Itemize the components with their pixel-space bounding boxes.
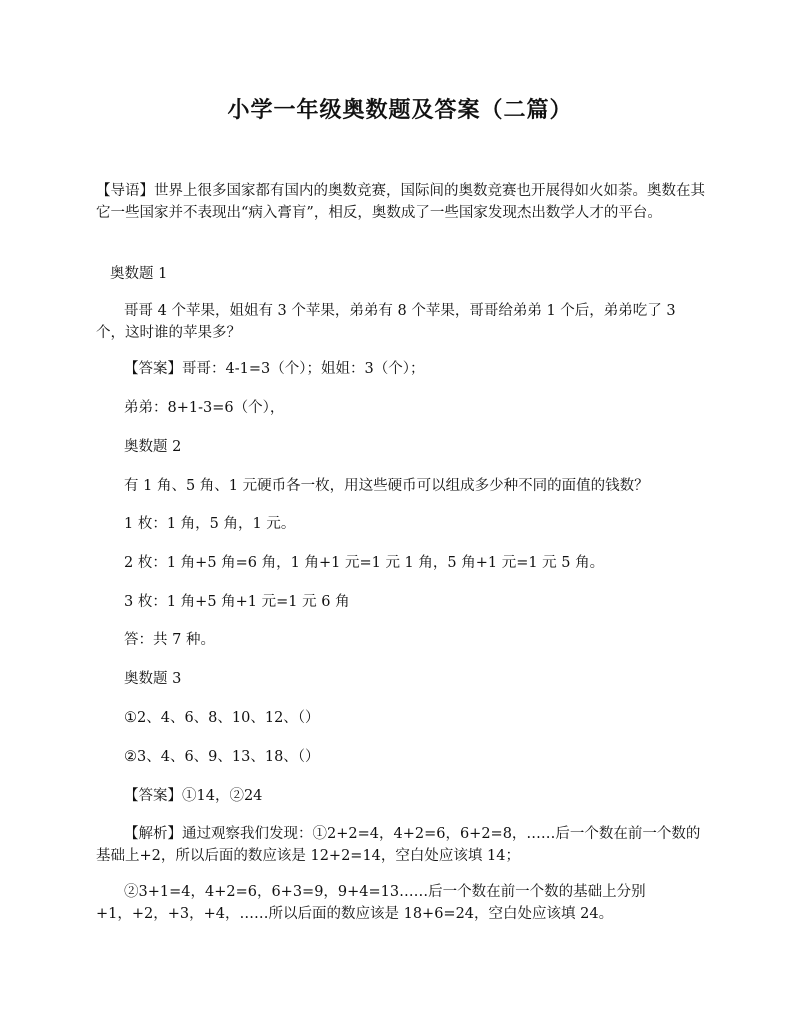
problem2-line4: 答：共 7 种。 bbox=[124, 632, 215, 648]
problem3-analysis1: 【解析】通过观察我们发现：①2+2=4，4+2=6，6+2=8，……后一个数在前一个数的基础上+2，所以后面的数应该是 12+2=14，空白处应该填 14； bbox=[96, 826, 701, 864]
document-title: 小学一年级奥数题及答案（二篇） bbox=[227, 98, 573, 123]
intro-paragraph: 【导语】世界上很多国家都有国内的奥数竞赛，国际间的奥数竞赛也开展得如火如荼。奥数在其它一些国家并不表现出“病入膏肓”，相反，奥数成了一些国家发现杰出数学人才的平台。 bbox=[96, 183, 705, 221]
problem3-heading: 奥数题 3 bbox=[124, 671, 182, 687]
problem3-seq2: ②3、4、6、9、13、18、（） bbox=[124, 749, 320, 765]
problem3-answer: 【答案】①14，②24 bbox=[124, 788, 263, 804]
problem1-answer-line2: 弟弟：8+1-3=6（个）， bbox=[124, 400, 285, 416]
problem2-line2: 2 枚：1 角+5 角=6 角，1 角+1 元=1 元 1 角，5 角+1 元=1 元 5 角。 bbox=[124, 555, 605, 571]
problem1-question: 哥哥 4 个苹果，姐姐有 3 个苹果，弟弟有 8 个苹果，哥哥给弟弟 1 个后，弟弟吃了 3 个，这时谁的苹果多？ bbox=[96, 303, 676, 341]
problem2-question: 有 1 角、5 角、1 元硬币各一枚，用这些硬币可以组成多少种不同的面值的钱数？ bbox=[124, 478, 649, 494]
problem1-answer-line1: 【答案】哥哥：4-1=3（个）；姐姐：3（个）； bbox=[124, 361, 425, 377]
problem1-heading: 奥数题 1 bbox=[110, 266, 168, 282]
problem2-line3: 3 枚：1 角+5 角+1 元=1 元 6 角 bbox=[124, 594, 350, 610]
problem2-line1: 1 枚：1 角，5 角，1 元。 bbox=[124, 516, 296, 532]
problem2-heading: 奥数题 2 bbox=[124, 439, 182, 455]
problem3-seq1: ①2、4、6、8、10、12、（） bbox=[124, 710, 320, 726]
problem3-analysis2: ②3+1=4，4+2=6，6+3=9，9+4=13……后一个数在前一个数的基础上分别+1，+2，+3，+4，……所以后面的数应该是 18+6=24，空白处应该填 24。 bbox=[96, 884, 646, 922]
